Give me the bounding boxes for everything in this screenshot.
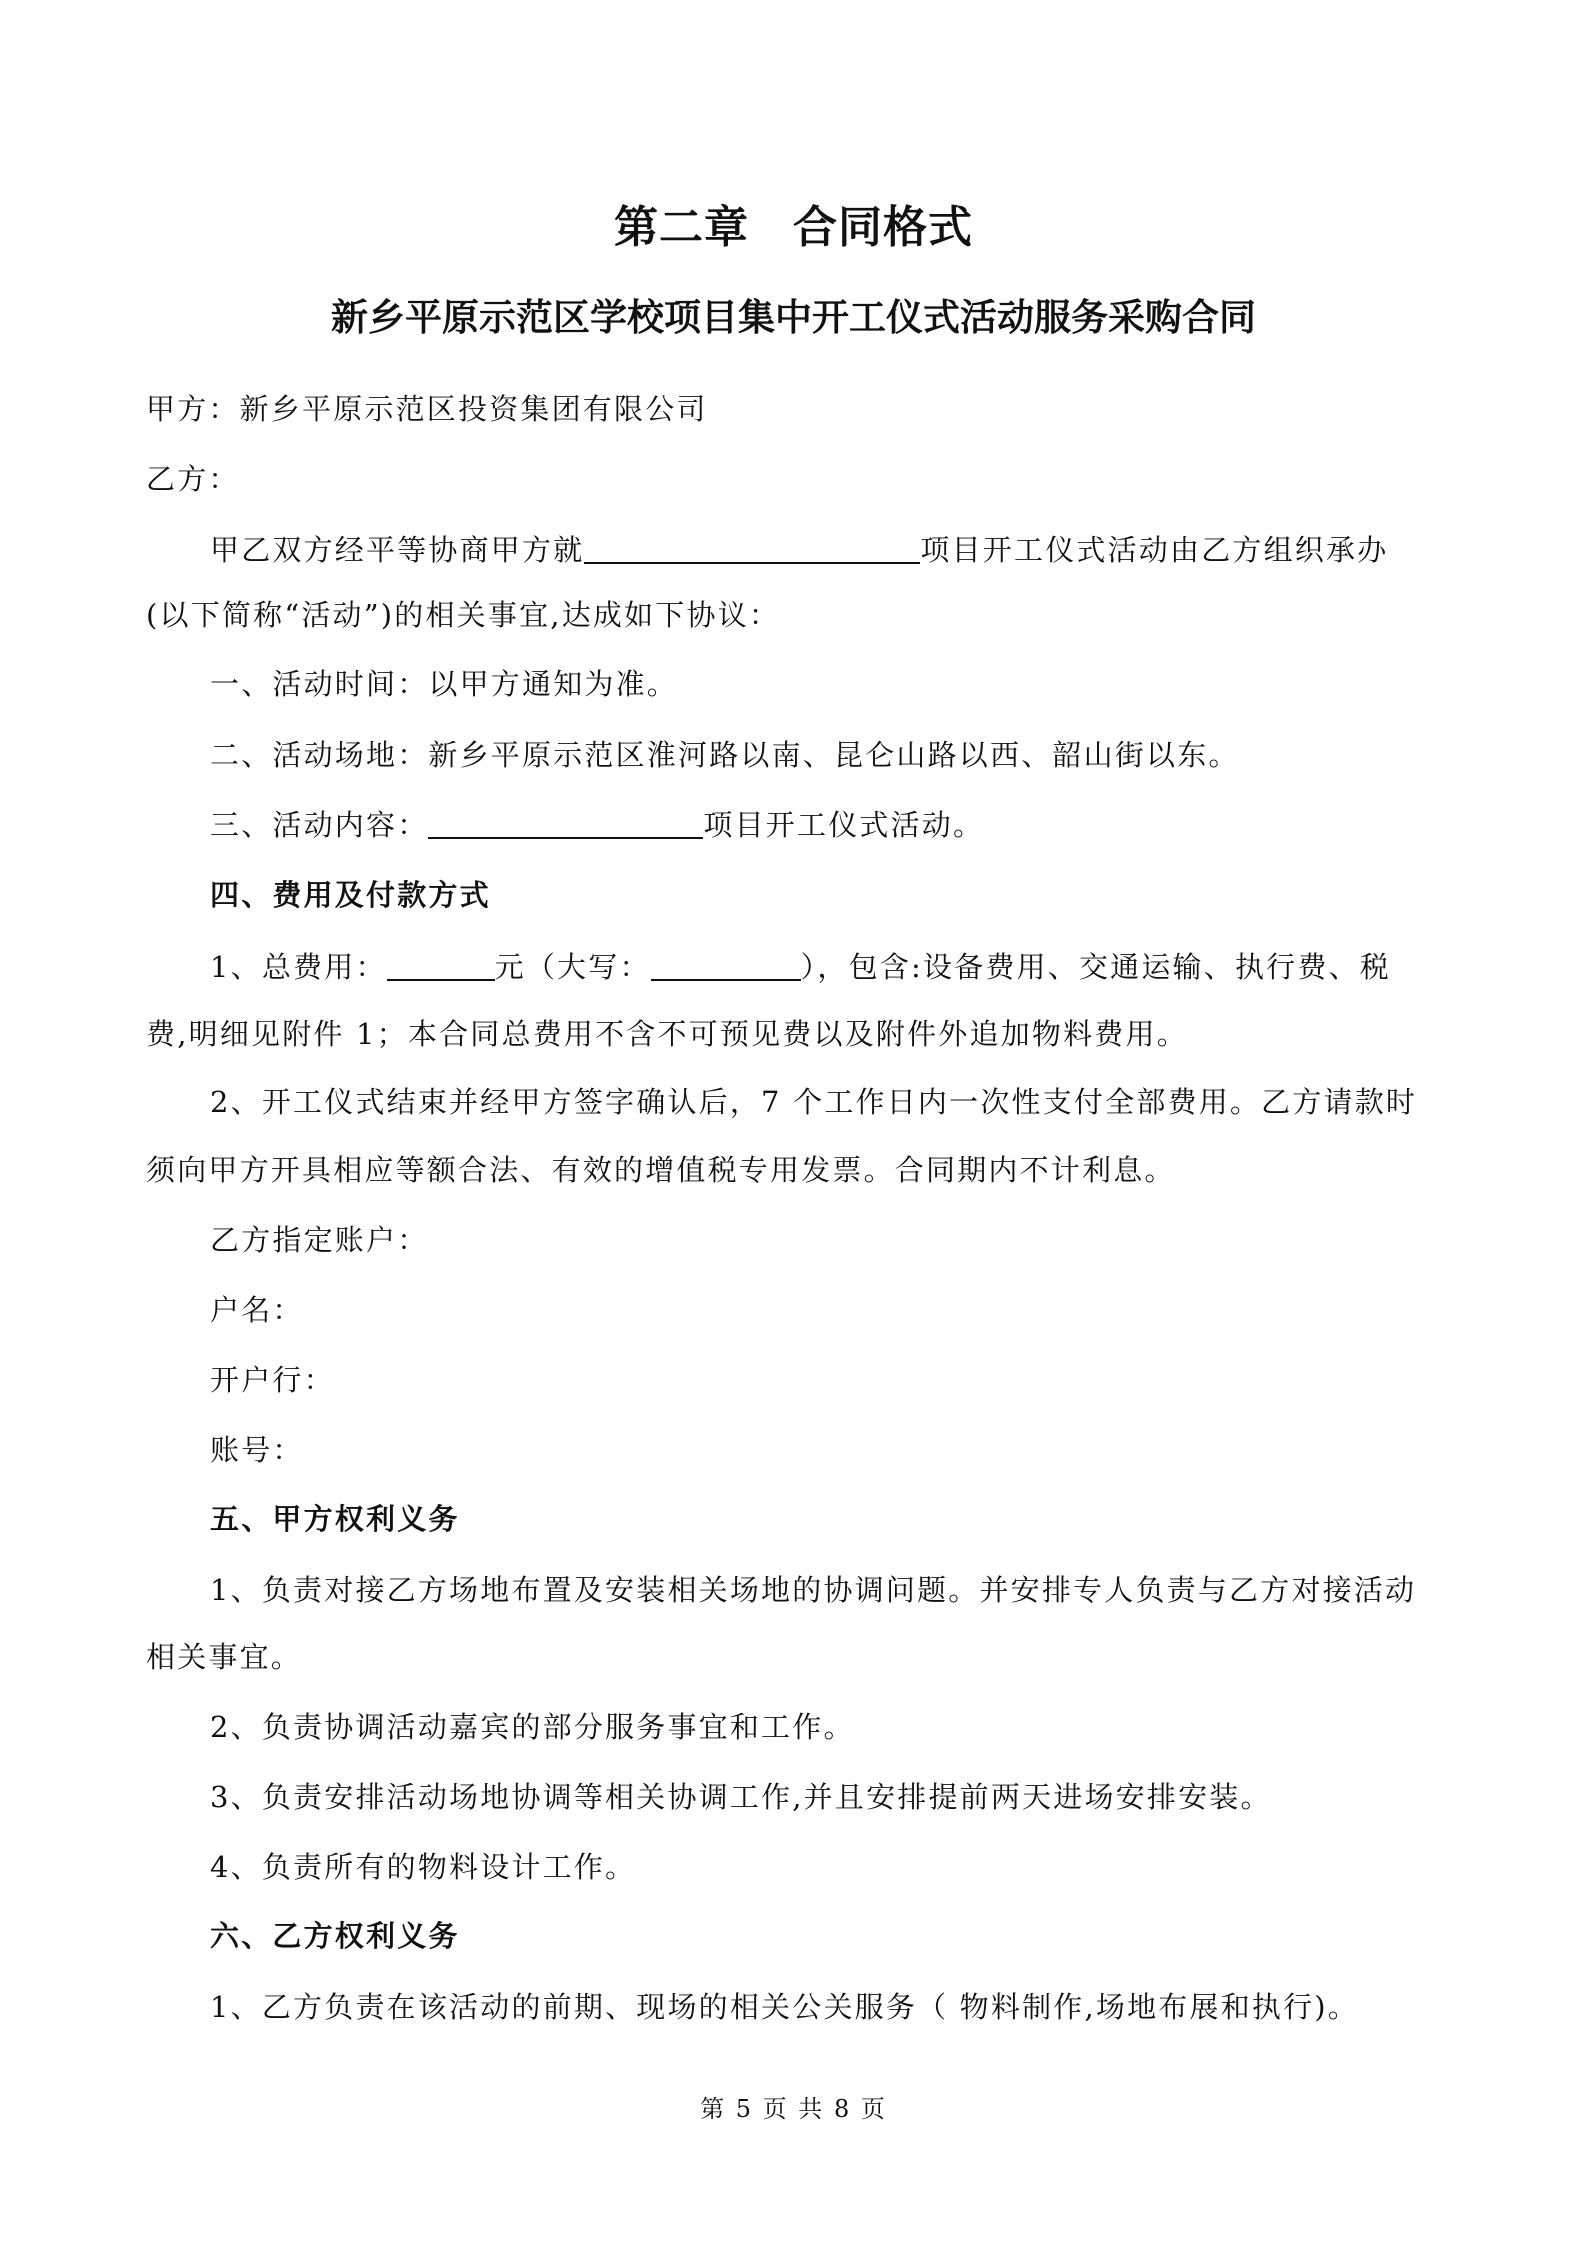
fee-words-blank	[651, 949, 801, 981]
party-a-duty-3: 3、负责安排活动场地协调等相关协调工作,并且安排提前两天进场安排安装。	[210, 1780, 1272, 1814]
account-label: 乙方指定账户：	[210, 1223, 429, 1257]
content-blank	[428, 807, 703, 839]
party-a-duty-1-line-2: 相关事宜。	[146, 1640, 303, 1674]
fee-line-2: 费,明细见附件 1；本合同总费用不含不可预见费以及附件外追加物料费用。	[146, 1017, 1188, 1051]
section-6-heading: 六、乙方权利义务	[210, 1919, 460, 1953]
payment-line-1: 2、开工仪式结束并经甲方签字确认后，7 个工作日内一次性支付全部费用。乙方请款时	[210, 1085, 1418, 1119]
party-a-duty-2: 2、负责协调活动嘉宾的部分服务事宜和工作。	[210, 1710, 855, 1744]
section-5-heading: 五、甲方权利义务	[210, 1502, 460, 1536]
intro-line-1: 甲乙双方经平等协商甲方就 项目开工仪式活动由乙方组织承办	[210, 533, 1389, 567]
party-b: 乙方：	[146, 462, 240, 496]
chapter-name: 合同格式	[793, 202, 973, 253]
clause-1-time: 一、活动时间：以甲方通知为准。	[210, 667, 679, 701]
chapter-number: 第二章	[614, 202, 749, 253]
chapter-heading	[0, 198, 1587, 258]
party-a-duty-1-line-1: 1、负责对接乙方场地布置及安装相关场地的协调问题。并安排专人负责与乙方对接活动	[210, 1573, 1417, 1607]
page-footer: 第 5 页 共 8 页	[700, 2095, 887, 2123]
clause-3-content: 三、活动内容： 项目开工仪式活动。	[210, 808, 985, 842]
fee-amount-blank	[387, 949, 495, 981]
project-name-blank	[584, 532, 920, 564]
account-number: 账号：	[210, 1433, 304, 1467]
account-name: 户名：	[210, 1293, 304, 1327]
clause-2-venue: 二、活动场地：新乡平原示范区淮河路以南、昆仑山路以西、韶山街以东。	[210, 738, 1240, 772]
section-4-heading: 四、费用及付款方式	[210, 878, 491, 912]
account-bank: 开户行：	[210, 1363, 335, 1397]
party-a-duty-4: 4、负责所有的物料设计工作。	[210, 1850, 637, 1884]
party-a: 甲方：新乡平原示范区投资集团有限公司	[146, 392, 708, 426]
fee-line-1: 1、总费用： 元（大写： ），包含:设备费用、交通运输、执行费、税	[210, 950, 1391, 984]
intro-line-2: (以下简称“活动”)的相关事宜,达成如下协议：	[146, 598, 781, 632]
payment-line-2: 须向甲方开具相应等额合法、有效的增值税专用发票。合同期内不计利息。	[146, 1153, 1176, 1187]
party-b-duty-1: 1、乙方负责在该活动的前期、现场的相关公关服务（ 物料制作,场地布展和执行)。	[210, 1990, 1360, 2024]
contract-title: 新乡平原示范区学校项目集中开工仪式活动服务采购合同	[331, 295, 1256, 339]
